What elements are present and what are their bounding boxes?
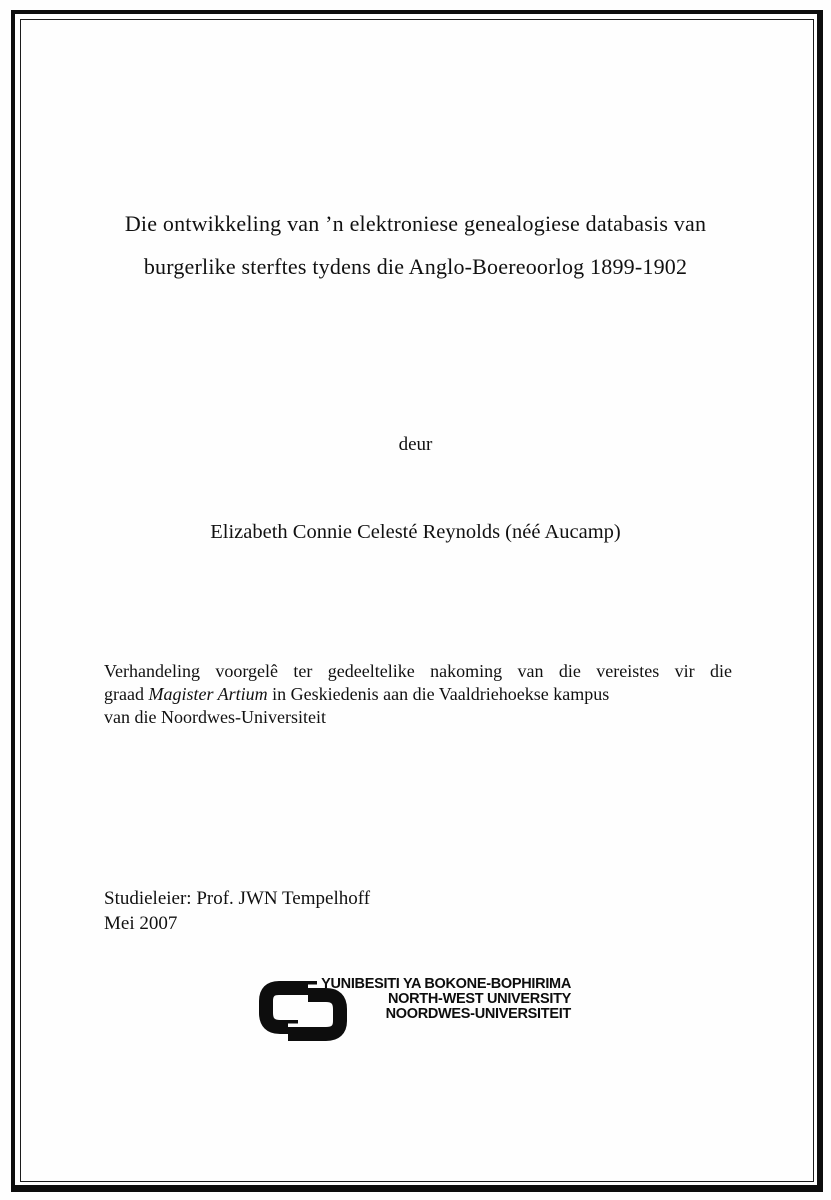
nwu-logo-wordmark xyxy=(318,977,571,1022)
supervisor-block xyxy=(104,886,370,936)
statement-line-2-post: in Geskiedenis aan die Vaaldriehoekse kampus xyxy=(267,684,610,704)
statement-line-2 xyxy=(104,683,732,706)
title-line-1: Die ontwikkeling van ’n elektroniese genealogiese databasis van xyxy=(124,211,707,236)
logo-line-setswana: YUNIBESITI YA BOKONE-BOPHIRIMA xyxy=(321,976,571,992)
supervisor-line: Studieleier: Prof. JWN Tempelhoff xyxy=(104,888,371,909)
logo-line-afrikaans: NOORDWES-UNIVERSITEIT xyxy=(385,1006,571,1022)
page-title xyxy=(60,202,771,288)
date-line: Mei 2007 xyxy=(104,913,178,934)
statement-line-3: van die Noordwes-Universiteit xyxy=(104,707,326,727)
title-line-2: burgerlike sterftes tydens die Anglo-Boereoorlog 1899-1902 xyxy=(143,254,688,279)
degree-statement xyxy=(104,660,732,729)
byline: deur xyxy=(398,434,433,455)
degree-name: Magister Artium xyxy=(148,684,268,704)
author-name: Elizabeth Connie Celesté Reynolds (néé Aucamp) xyxy=(210,521,621,543)
statement-line-1: Verhandeling voorgelê ter gedeeltelike nakoming van die vereistes vir die xyxy=(104,661,732,681)
statement-line-2-pre: graad xyxy=(104,684,149,704)
logo-line-english: NORTH-WEST UNIVERSITY xyxy=(387,991,571,1007)
